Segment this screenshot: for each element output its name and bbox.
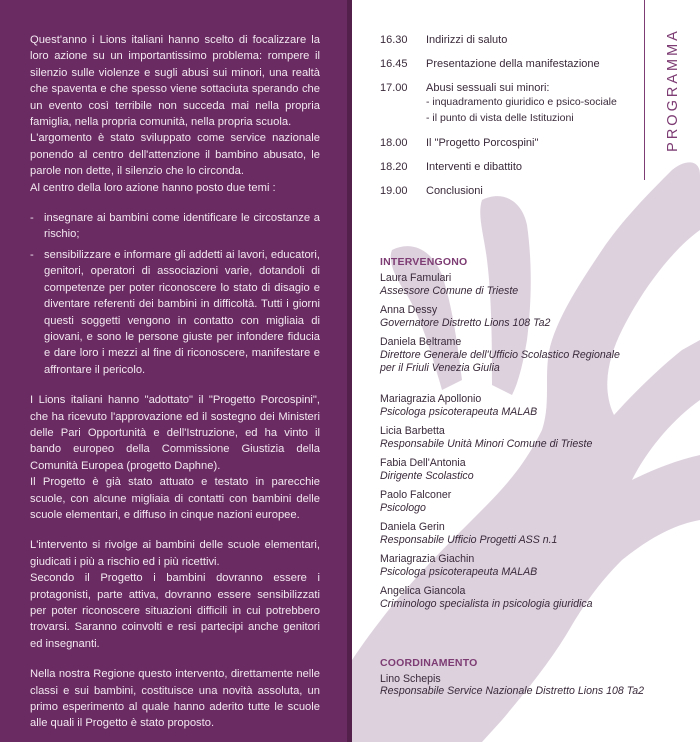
themes-list: [30, 210, 320, 378]
intro-paragraph: L'argomento è stato sviluppato come service nazionale ponendo al centro dell'attenzione il bambino abusato, le parole non dette, il silenzio che lo circonda.: [30, 132, 320, 178]
schedule-label: Conclusioni: [426, 185, 483, 197]
speaker: [380, 489, 680, 515]
schedule-time: 16.30: [380, 34, 408, 46]
speaker-name: Licia Barbetta: [380, 425, 445, 437]
speaker: [380, 425, 680, 451]
speaker-name: Laura Famulari: [380, 272, 452, 284]
speaker-role: Direttore Generale dell'Ufficio Scolastico Regionale: [380, 349, 620, 361]
speaker: [380, 393, 680, 419]
speaker: [380, 304, 680, 330]
speaker: [380, 585, 680, 611]
intro-paragraph: Quest'anno i Lions italiani hanno scelto di focalizzare la loro azione su un importantissimo problema: rompere il silenzio sulle violenze e sugli abusi sui minori, una realtà che spaventa e che spesso viene sottaciuta sperando che un evento così terribile non succeda mai nella propria famiglia, nella propria comunità, nella propria scuola.: [30, 34, 320, 129]
schedule-row: [380, 137, 617, 149]
speaker-role: Psicologa psicoterapeuta MALAB: [380, 566, 538, 578]
speaker: [380, 272, 680, 298]
speaker-role: Psicologo: [380, 502, 426, 514]
speaker-role: Criminologo specialista in psicologia giuridica: [380, 598, 593, 610]
speaker-role: Psicologa psicoterapeuta MALAB: [380, 406, 538, 418]
speaker-name: Daniela Beltrame: [380, 336, 462, 348]
schedule-label: Indirizzi di saluto: [426, 34, 508, 46]
schedule-label: Presentazione della manifestazione: [426, 58, 600, 70]
speaker: [380, 457, 680, 483]
schedule-subitem: - il punto di vista delle Istituzioni: [426, 111, 574, 124]
speaker-name: Angelica Giancola: [380, 585, 466, 597]
speaker: [380, 336, 680, 375]
speaker-role: Assessore Comune di Trieste: [380, 285, 519, 297]
title-bar: [644, 0, 700, 180]
speaker-role: Responsabile Ufficio Progetti ASS n.1: [380, 534, 558, 546]
schedule-row: [380, 185, 617, 197]
intro-paragraph: I Lions italiani hanno "adottato" il "Progetto Porcospini", che ha ricevuto l'approvazione ed il sostegno dei Ministeri delle Pari Opportunità e dell'Istruzione, ed ha vinto il bando europeo della Commissione Giustizia della Comunità Europea (progetto Daphne).: [30, 394, 320, 472]
schedule-time: 19.00: [380, 185, 408, 197]
schedule-row: [380, 161, 617, 173]
speaker-role: Governatore Distretto Lions 108 Ta2: [380, 317, 551, 329]
program-schedule: [380, 34, 617, 209]
intro-paragraph: Secondo il Progetto i bambini dovranno essere i protagonisti, parte attiva, dovranno essere sensibilizzati per poter riconoscere situazioni difficili in cui potrebbero trovarsi. Saranno coinvolti e resi partecipi anche genitori ed insegnanti.: [30, 572, 320, 650]
speaker-name: Daniela Gerin: [380, 521, 445, 533]
theme-item: - sensibilizzare e informare gli addetti ai lavori, educatori, genitori, operatori di associazioni varie, dotandoli di competenze per poter riconoscere lo stato di disagio e diventare referenti dei bambini in difficoltà. Tutti i giorni questi soggetti vengono in contatto con migliaia di giovani, e sono le persone giuste per infondere fiducia e dare loro i mezzi al fine di riconoscere, manifestare e affrontare il pericolo.: [30, 247, 320, 378]
coordination-section: [380, 657, 644, 697]
theme-item: - insegnare ai bambini come identificare le circostanze a rischio;: [30, 210, 320, 243]
coordinator-name: Lino Schepis: [380, 673, 441, 685]
schedule-time: 18.00: [380, 137, 408, 149]
intro-text: [30, 32, 320, 732]
schedule-label: Abusi sessuali sui minori:: [426, 82, 550, 94]
speakers-section: [380, 256, 680, 617]
speaker-role: per il Friuli Venezia Giulia: [380, 362, 500, 374]
schedule-row: [380, 34, 617, 46]
speaker-name: Mariagrazia Giachin: [380, 553, 475, 565]
schedule-time: 18.20: [380, 161, 408, 173]
speaker-name: Anna Dessy: [380, 304, 438, 316]
speaker: [380, 553, 680, 579]
speaker-name: Paolo Falconer: [380, 489, 452, 501]
coordinamento-heading: COORDINAMENTO: [380, 657, 478, 669]
schedule-time: 17.00: [380, 82, 408, 94]
schedule-row: [380, 58, 617, 70]
schedule-row: [380, 82, 617, 125]
coordinator-role: Responsabile Service Nazionale Distretto Lions 108 Ta2: [380, 685, 645, 697]
intro-paragraph: Nella nostra Regione questo intervento, direttamente nelle classi e sui bambini, costituisce una novità assoluta, un primo esperimento al quale hanno aderito tutte le scuole alle quali il Progetto è stato proposto.: [30, 668, 320, 730]
speaker-name: Mariagrazia Apollonio: [380, 393, 482, 405]
speaker-role: Responsabile Unità Minori Comune di Trieste: [380, 438, 593, 450]
speaker-role: Dirigente Scolastico: [380, 470, 474, 482]
program-title: PROGRAMMA: [664, 28, 681, 152]
intro-paragraph: L'intervento si rivolge ai bambini delle scuole elementari, giudicati i più a rischio ed i più ricettivi.: [30, 539, 320, 568]
intervengono-heading: INTERVENGONO: [380, 256, 468, 268]
schedule-label: Interventi e dibattito: [426, 161, 523, 173]
schedule-label: Il "Progetto Porcospini": [426, 137, 539, 149]
program-panel: [352, 0, 700, 742]
schedule-subitem: - inquadramento giuridico e psico-sociale: [426, 96, 617, 108]
intro-paragraph: Il Progetto è già stato attuato e testato in parecchie scuole, con alcune migliaia di contatti con bambini delle scuole elementari, e diffuso in cinque nazioni europee.: [30, 476, 320, 521]
speaker: [380, 521, 680, 547]
schedule-time: 16.45: [380, 58, 408, 70]
speaker-name: Fabia Dell'Antonia: [380, 457, 466, 469]
intro-paragraph: Al centro della loro azione hanno posto due temi :: [30, 181, 276, 194]
